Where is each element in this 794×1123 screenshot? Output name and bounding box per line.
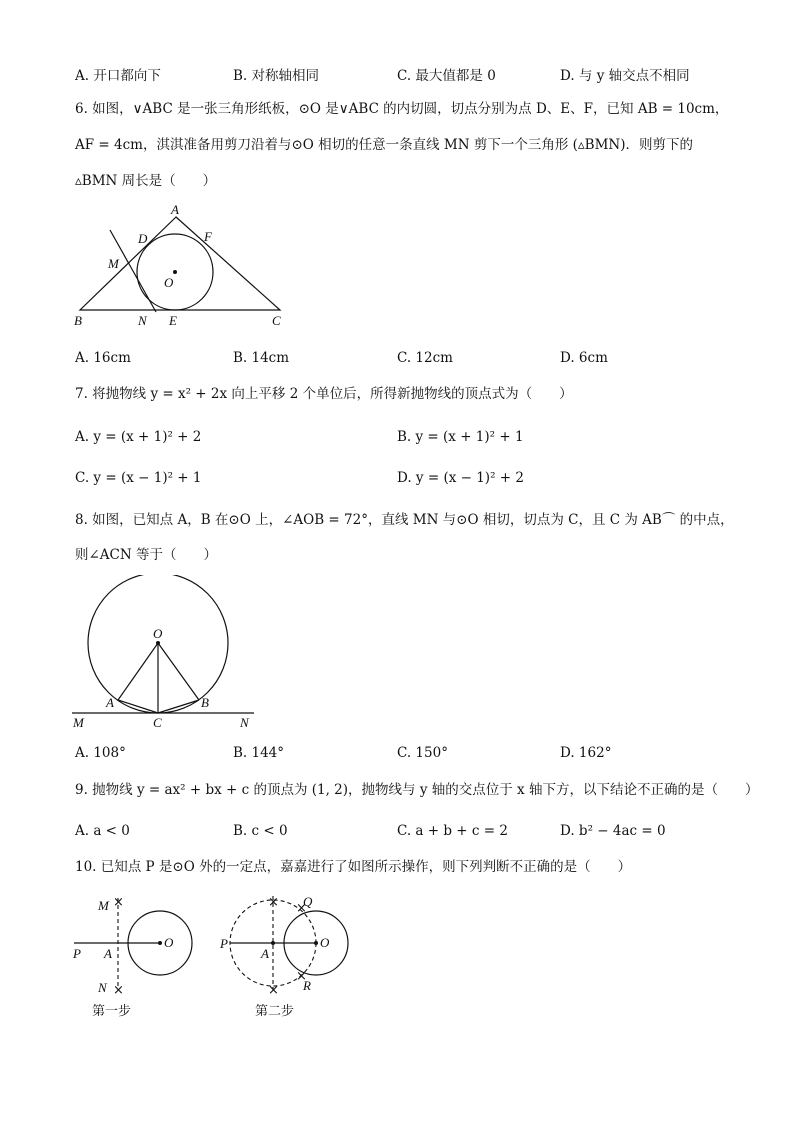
label-a: A <box>104 946 112 961</box>
center-point <box>156 641 160 645</box>
q7-option-c: C. y = (x − 1)² + 1 <box>75 470 202 486</box>
q9-option-c: C. a + b + c = 2 <box>397 823 508 839</box>
label-e: E <box>169 313 177 328</box>
label-o: O <box>153 626 163 641</box>
label-n: N <box>240 715 249 730</box>
label-b: B <box>201 695 209 710</box>
q6-option-b: B. 14cm <box>233 350 290 366</box>
point-o-step2 <box>314 941 318 945</box>
q9-option-d: D. b² − 4ac = 0 <box>560 823 666 839</box>
cross-q-mark: × <box>296 901 307 916</box>
cross-m-mark: × <box>113 895 124 910</box>
label-n: N <box>98 980 107 995</box>
q6-stem-line1: 6. 如图，∨ABC 是一张三角形纸板，⊙O 是∨ABC 的内切圆，切点分别为点 D、E、F，已知 AB = 10cm， <box>75 101 729 117</box>
step1-caption: 第一步 <box>92 1004 132 1019</box>
q6-stem-line2: AF = 4cm，淇淇准备用剪刀沿着与⊙O 相切的任意一条直线 MN 剪下一个三角形 (▵BMN)．则剪下的 <box>75 137 694 153</box>
q5-option-d: D. 与 y 轴交点不相同 <box>560 68 690 84</box>
q9-option-b: B. c < 0 <box>233 823 288 839</box>
label-a: A <box>171 202 179 217</box>
q6-option-c: C. 12cm <box>397 350 453 366</box>
cross-bottom-mark: × <box>268 983 279 998</box>
segment-ac <box>118 700 158 713</box>
q6-stem-line3: ▵BMN 周长是（ ） <box>75 173 217 189</box>
q9-option-a: A. a < 0 <box>75 823 130 839</box>
cross-n-mark: × <box>113 983 124 998</box>
label-f: F <box>204 229 212 244</box>
label-o: O <box>164 935 174 950</box>
cross-top-mark: × <box>268 895 279 910</box>
step2-caption: 第二步 <box>255 1004 295 1019</box>
label-n: N <box>138 313 147 328</box>
label-b: B <box>74 313 82 328</box>
q6-triangle-figure <box>70 200 300 335</box>
q10-stem: 10. 已知点 P 是⊙O 外的一定点，嘉嘉进行了如图所示操作，则下列判断不正确的是（ ） <box>75 859 632 875</box>
q8-option-b: B. 144° <box>233 745 285 761</box>
q8-option-d: D. 162° <box>560 745 612 761</box>
segment-oa <box>118 643 158 700</box>
q9-stem: 9. 抛物线 y = ax² + bx + c 的顶点为 (1, 2)，抛物线与 y 轴的交点位于 x 轴下方，以下结论不正确的是（ ） <box>75 782 759 798</box>
q8-circle-figure <box>68 575 268 735</box>
point-a-step2 <box>271 941 275 945</box>
q10-construction-figure <box>68 888 368 1023</box>
q5-option-c: C. 最大值都是 0 <box>397 68 496 84</box>
point-o-step1 <box>158 941 162 945</box>
label-m: M <box>98 898 109 913</box>
label-a2: A <box>261 946 269 961</box>
label-p: P <box>73 946 81 961</box>
q7-option-d: D. y = (x − 1)² + 2 <box>397 470 524 486</box>
q8-stem-line2: 则∠ACN 等于（ ） <box>75 547 217 563</box>
q5-option-b: B. 对称轴相同 <box>233 68 320 84</box>
q6-option-d: D. 6cm <box>560 350 608 366</box>
q7-option-b: B. y = (x + 1)² + 1 <box>397 429 524 445</box>
label-m: M <box>73 715 84 730</box>
label-r: R <box>303 978 311 993</box>
label-p2: P <box>220 936 228 951</box>
center-point <box>173 270 177 274</box>
label-q: Q <box>303 894 313 909</box>
q6-option-a: A. 16cm <box>75 350 131 366</box>
q8-option-c: C. 150° <box>397 745 448 761</box>
segment-ob <box>158 643 199 700</box>
label-o: O <box>164 275 174 290</box>
q5-option-a: A. 开口都向下 <box>75 68 161 84</box>
cross-r-mark: × <box>296 969 307 984</box>
label-a: A <box>106 695 114 710</box>
q8-option-a: A. 108° <box>75 745 126 761</box>
q7-option-a: A. y = (x + 1)² + 2 <box>75 429 202 445</box>
label-c: C <box>272 313 281 328</box>
label-d: D <box>138 231 148 246</box>
label-o2: O <box>320 935 330 950</box>
q8-stem-line1: 8. 如图，已知点 A，B 在⊙O 上，∠AOB = 72°，直线 MN 与⊙O 相切，切点为 C，且 C 为 AB⌒ 的中点， <box>75 512 734 528</box>
segment-bc <box>158 700 199 713</box>
label-c: C <box>153 715 162 730</box>
q7-stem: 7. 将抛物线 y = x² + 2x 向上平移 2 个单位后，所得新抛物线的顶点式为（ ） <box>75 386 573 402</box>
label-m: M <box>108 256 119 271</box>
